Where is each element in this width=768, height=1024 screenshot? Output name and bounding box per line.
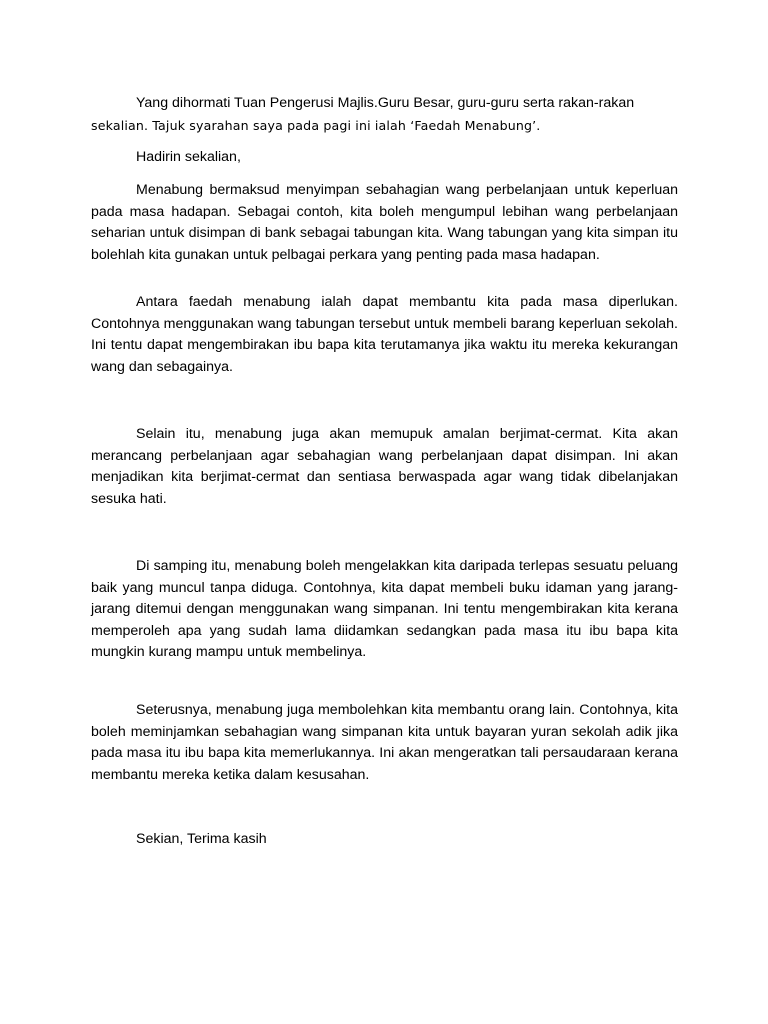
opening-line-2: sekalian. Tajuk syarahan saya pada pagi ini ialah ‘Faedah Menabung’. [91,117,541,133]
opening-line-1: Yang dihormati Tuan Pengerusi Majlis.Guru Besar, guru-guru serta rakan-rakan [136,95,635,111]
paragraph-closing: Sekian, Terima kasih [136,831,267,847]
paragraph-definition: Menabung bermaksud menyimpan sebahagian wang perbelanjaan untuk keperluan pada masa hadapan. Sebagai contoh, kita boleh mengumpul lebihan wang perbelanjaan seharian untuk disimpan di bank sebagai tabungan kita. Wang tabungan yang kita simpan itu bolehlah kita gunakan untuk pelbagai perkara yang penting pada masa hadapan. [91,182,678,263]
paragraph-benefit-1: Antara faedah menabung ialah dapat membantu kita pada masa diperlukan. Contohnya menggunakan wang tabungan tersebut untuk membeli barang keperluan sekolah. Ini tentu dapat mengembirakan ibu bapa kita terutamanya jika waktu itu mereka kekurangan wang dan sebagainya. [91,294,678,375]
paragraph-benefit-2: Selain itu, menabung juga akan memupuk amalan berjimat-cermat. Kita akan merancang perbelanjaan agar sebahagian wang perbelanjaan dapat disimpan. Ini akan menjadikan kita berjimat-cermat dan sentiasa berwaspada agar wang tidak dibelanjakan sesuka hati. [91,426,678,507]
paragraph-benefit-4: Seterusnya, menabung juga membolehkan kita membantu orang lain. Contohnya, kita boleh meminjamkan sebahagian wang simpanan kita untuk bayaran yuran sekolah adik jika pada masa itu ibu bapa kita memerlukannya. Ini akan mengeratkan tali persaudaraan kerana membantu mereka ketika dalam kesusahan. [91,702,678,783]
paragraph-benefit-3: Di samping itu, menabung boleh mengelakkan kita daripada terlepas sesuatu peluang baik yang muncul tanpa diduga. Contohnya, kita dapat membeli buku idaman yang jarang-jarang ditemui dengan menggunakan wang simpanan. Ini tentu mengembirakan kita kerana memperoleh apa yang sudah lama diidamkan sedangkan pada masa itu ibu bapa kita mungkin kurang mampu untuk membelinya. [91,558,678,660]
paragraph-greeting: Hadirin sekalian, [136,149,241,165]
paragraph-opening [91,93,678,137]
